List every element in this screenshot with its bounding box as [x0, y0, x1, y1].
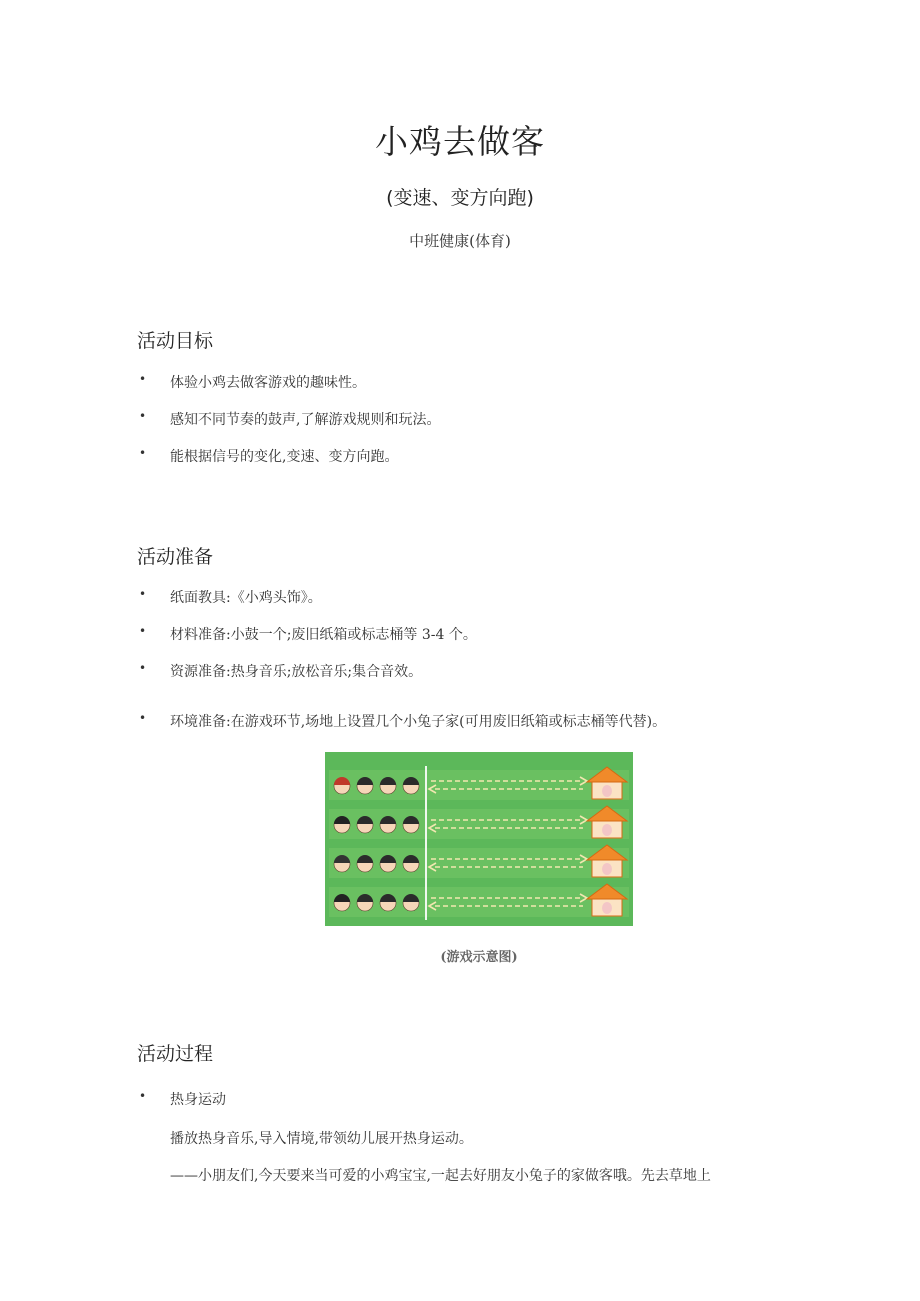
rabbit-icon: [602, 902, 612, 914]
game-diagram-image: [325, 752, 633, 926]
grade-label: 中班健康(体育): [409, 232, 511, 250]
page-subtitle: (变速、变方向跑): [386, 187, 534, 209]
preparation-heading: 活动准备: [137, 546, 214, 568]
page-title: 小鸡去做客: [375, 122, 545, 161]
bullet-icon: •: [139, 624, 147, 638]
figure-caption: (游戏示意图): [440, 950, 518, 965]
rabbit-icon: [602, 863, 612, 875]
process-paragraph: ——小朋友们,今天要来当可爱的小鸡宝宝,一起去好朋友小兔子的家做客哦。先去草地上: [170, 1168, 711, 1184]
bullet-icon: •: [139, 446, 147, 460]
bullet-icon: •: [139, 372, 147, 386]
bullet-icon: •: [139, 587, 147, 601]
rabbit-icon: [602, 785, 612, 797]
lane: [329, 809, 629, 839]
process-paragraph: 播放热身音乐,导入情境,带领幼儿展开热身运动。: [170, 1131, 473, 1147]
bullet-icon: •: [139, 409, 147, 423]
rabbit-icon: [602, 824, 612, 836]
bullet-icon: •: [139, 1089, 147, 1103]
bullet-icon: •: [139, 661, 147, 675]
goals-heading: 活动目标: [137, 330, 214, 352]
lane: [329, 887, 629, 917]
lane: [329, 770, 629, 800]
lane: [329, 848, 629, 878]
bullet-icon: •: [139, 711, 147, 725]
document-page: 小鸡去做客 (变速、变方向跑) 中班健康(体育) 活动目标 • 体验小鸡去做客游戏的趣味性。 • 感知不同节奏的鼓声,了解游戏规则和玩法。 • 能根据信号的变化,变速、变方向跑。 活动准备 • 纸面教具:《小鸡头饰》。 • 材料准备:小鼓一个;废旧纸箱或标志桶等 3-4 个。 • 资源准备:热身音乐;放松音乐;集合音效。 • 环境准备:在游戏环节,场地上设置几个小兔子家(可用废旧纸箱或标志桶等代替)。 (游戏示意图) 活动过程 • 热身运动 播放热身音乐,导入情境,带领幼儿展开热身运动。 ——小朋友们,今天要来当可爱的小鸡宝宝,一起去好朋友小兔子的家做客哦。先去草地上: [0, 0, 920, 1301]
process-heading: 活动过程: [137, 1043, 214, 1065]
